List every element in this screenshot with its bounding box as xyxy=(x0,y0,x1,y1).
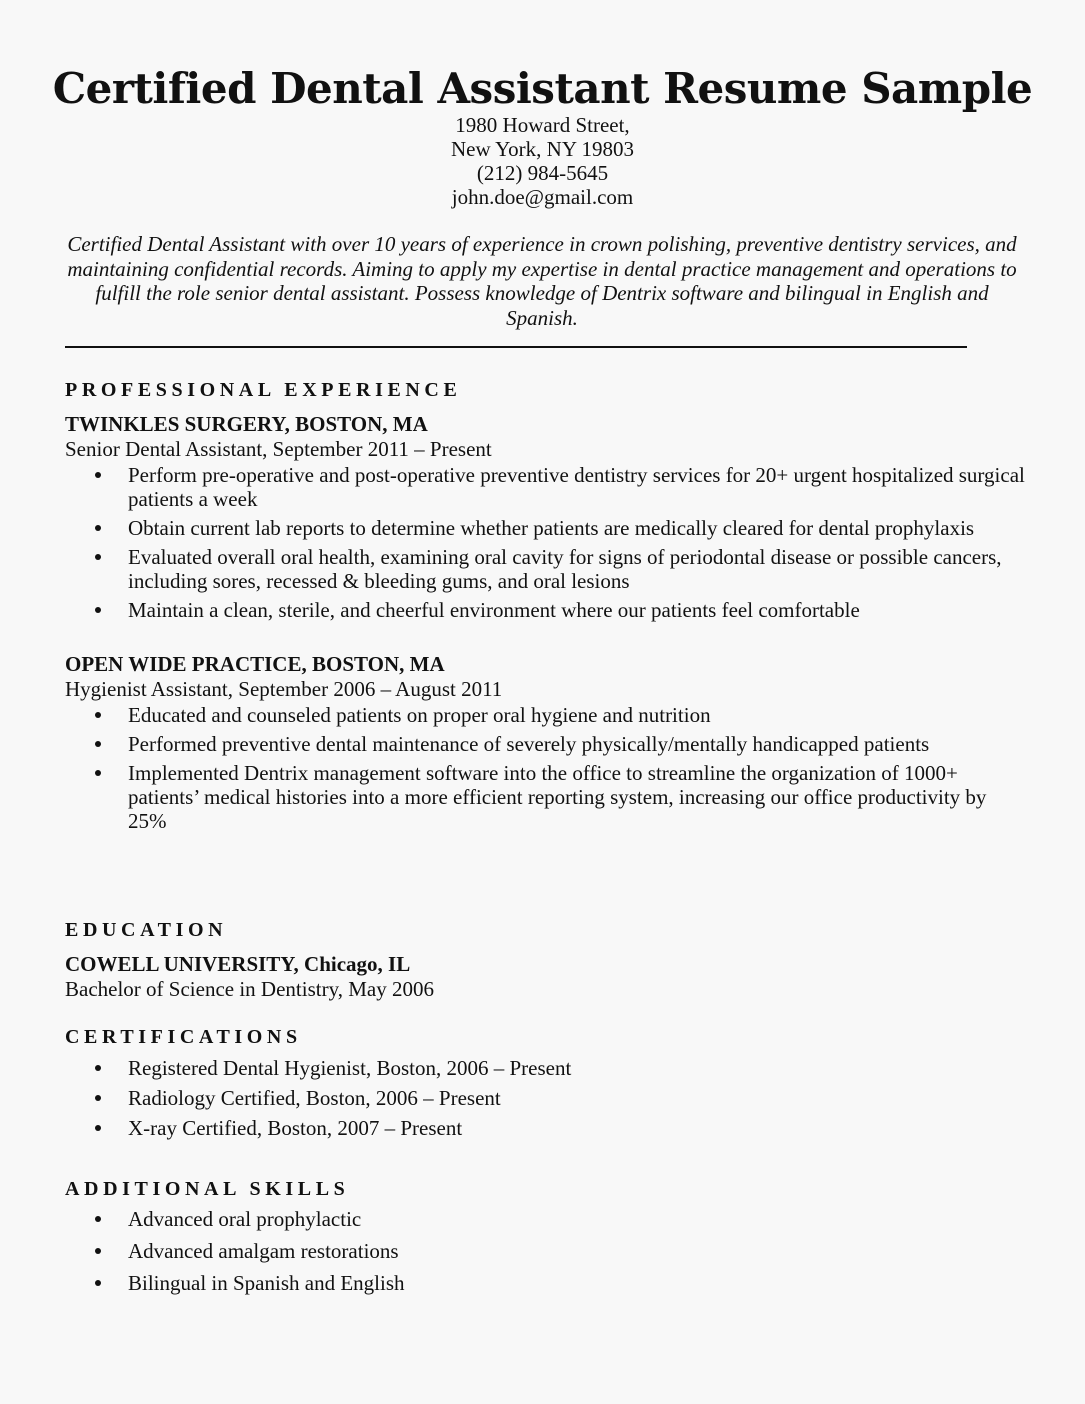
job-bullet: Maintain a clean, sterile, and cheerful environment where our patients feel comfortable xyxy=(65,598,1025,622)
job-bullet: Performed preventive dental maintenance of severely physically/mentally handicapped patients xyxy=(65,732,1025,756)
skill-item: Bilingual in Spanish and English xyxy=(65,1271,1025,1295)
contact-email: john.doe@gmail.com xyxy=(451,185,634,209)
header-divider xyxy=(65,346,967,348)
bullet-dot xyxy=(95,607,101,613)
contact-phone: (212) 984-5645 xyxy=(476,161,609,185)
resume-title: Certified Dental Assistant Resume Sample xyxy=(52,64,1033,113)
education-degree: Bachelor of Science in Dentistry, May 2006 xyxy=(65,977,434,1001)
job-entry xyxy=(65,652,1025,833)
education-heading: EDUCATION xyxy=(65,919,228,941)
education-section xyxy=(65,918,1025,1001)
job-bullet-list xyxy=(65,703,1025,833)
bullet-dot xyxy=(95,770,101,776)
bullet-dot xyxy=(95,472,101,478)
job-bullet: Obtain current lab reports to determine whether patients are medically cleared for dental prophylaxis xyxy=(65,516,1025,540)
experience-section xyxy=(65,378,1025,833)
bullet-dot xyxy=(95,1280,101,1286)
skills-section xyxy=(65,1177,1025,1295)
job-bullet-list xyxy=(65,463,1025,622)
certification-item: Radiology Certified, Boston, 2006 – Present xyxy=(65,1086,1025,1110)
certifications-section xyxy=(65,1025,1025,1140)
certifications-list xyxy=(65,1056,1025,1140)
skill-item: Advanced oral prophylactic xyxy=(65,1207,1025,1231)
job-bullet: Perform pre-operative and post-operative preventive dentistry services for 20+ urgent hospitalized surgical patients a week xyxy=(65,463,1025,511)
job-entry xyxy=(65,412,1025,622)
experience-heading: PROFESSIONAL EXPERIENCE xyxy=(65,379,462,401)
bullet-dot xyxy=(95,554,101,560)
job-role: Senior Dental Assistant, September 2011 – Present xyxy=(65,437,492,461)
job-employer: TWINKLES SURGERY, BOSTON, MA xyxy=(65,412,428,436)
job-employer: OPEN WIDE PRACTICE, BOSTON, MA xyxy=(65,652,445,676)
bullet-dot xyxy=(95,1095,101,1101)
contact-block xyxy=(0,113,1085,209)
education-school: COWELL UNIVERSITY, Chicago, IL xyxy=(65,952,411,976)
skill-item: Advanced amalgam restorations xyxy=(65,1239,1025,1263)
bullet-dot xyxy=(95,1125,101,1131)
certification-item: X-ray Certified, Boston, 2007 – Present xyxy=(65,1116,1025,1140)
job-bullet: Implemented Dentrix management software into the office to streamline the organization of 1000+ patients’ medical histories into a more efficient reporting system, increasing our office productivity by 25% xyxy=(65,761,1025,833)
job-bullet: Evaluated overall oral health, examining oral cavity for signs of periodontal disease or possible cancers, including sores, recessed & bleeding gums, and oral lesions xyxy=(65,545,1025,593)
skills-heading: ADDITIONAL SKILLS xyxy=(65,1178,350,1200)
bullet-dot xyxy=(95,741,101,747)
certification-item: Registered Dental Hygienist, Boston, 2006 – Present xyxy=(65,1056,1025,1080)
certifications-heading: CERTIFICATIONS xyxy=(65,1026,302,1048)
bullet-dot xyxy=(95,1216,101,1222)
contact-city: New York, NY 19803 xyxy=(451,137,634,161)
job-bullet: Educated and counseled patients on proper oral hygiene and nutrition xyxy=(65,703,1025,727)
bullet-dot xyxy=(95,1065,101,1071)
skills-list xyxy=(65,1207,1025,1295)
contact-street: 1980 Howard Street, xyxy=(455,113,630,137)
bullet-dot xyxy=(95,525,101,531)
professional-summary: Certified Dental Assistant with over 10 years of experience in crown polishing, preventive dentistry services, and maintaining confidential records. Aiming to apply my expertise in dental practice management and operations to fulfill the role senior dental assistant. Possess knowledge of Dentrix software and bilingual in English and Spanish. xyxy=(67,232,1017,330)
bullet-dot xyxy=(95,1248,101,1254)
job-role: Hygienist Assistant, September 2006 – August 2011 xyxy=(65,677,503,701)
bullet-dot xyxy=(95,712,101,718)
